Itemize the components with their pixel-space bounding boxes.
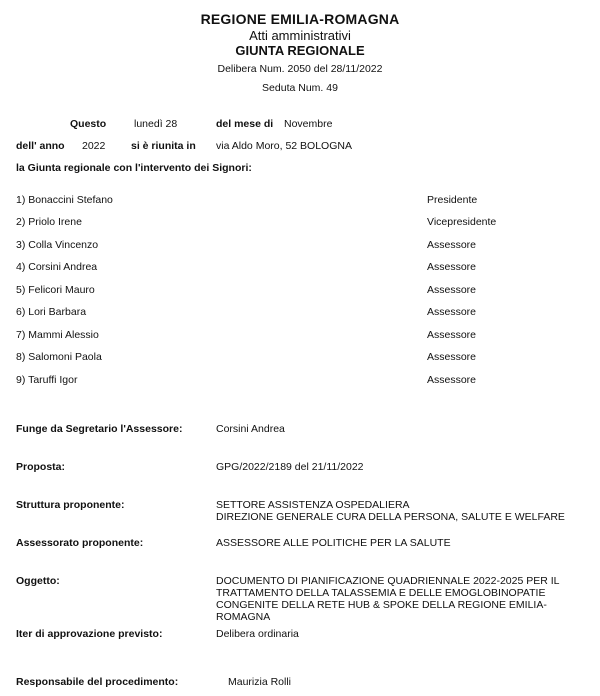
iter-label: Iter di approvazione previsto: [16, 628, 163, 640]
riunita-label: si è riunita in [131, 140, 196, 152]
responsabile-label: Responsabile del procedimento: [16, 676, 179, 688]
member-role: Vicepresidente [427, 216, 497, 228]
member-name: 3) Colla Vincenzo [16, 239, 99, 251]
meeting-day: lunedì 28 [134, 118, 178, 130]
member-role: Assessore [427, 329, 477, 341]
member-role: Assessore [427, 284, 477, 296]
member-role: Assessore [427, 351, 477, 363]
member-role: Assessore [427, 374, 477, 386]
member-role: Assessore [427, 261, 477, 273]
oggetto-value: DOCUMENTO DI PIANIFICAZIONE QUADRIENNALE 2022-2025 PER IL TRATTAMENTO DELLA TALASSEMIA E DELLE EMOGLOBINOPATIE CONGENITE DELLA RETE HUB & SPOKE DELLA REGIONE EMILIA-ROMAGNA [216, 575, 560, 623]
segretario-value: Corsini Andrea [216, 423, 285, 435]
member-role: Assessore [427, 306, 477, 318]
delibera-number: Delibera Num. 2050 del 28/11/2022 [217, 63, 383, 75]
segretario-label: Funge da Segretario l'Assessore: [16, 423, 183, 435]
assessorato-value: ASSESSORE ALLE POLITICHE PER LA SALUTE [216, 537, 451, 549]
member-name: 7) Mammi Alessio [16, 329, 99, 341]
member-role: Assessore [427, 239, 477, 251]
struttura-label: Struttura proponente: [16, 499, 125, 511]
oggetto-label: Oggetto: [16, 575, 60, 587]
member-name: 4) Corsini Andrea [16, 261, 98, 273]
member-name: 1) Bonaccini Stefano [16, 194, 113, 206]
intervento-label: la Giunta regionale con l'intervento dei Signori: [16, 162, 252, 174]
proposta-value: GPG/2022/2189 del 21/11/2022 [216, 461, 364, 473]
member-role: Presidente [427, 194, 478, 206]
member-name: 9) Taruffi Igor [16, 374, 78, 386]
assessorato-label: Assessorato proponente: [16, 537, 144, 549]
struttura-value-1: SETTORE ASSISTENZA OSPEDALIERA [216, 499, 410, 511]
atti-subtitle: Atti amministrativi [249, 28, 351, 43]
iter-value: Delibera ordinaria [216, 628, 299, 640]
member-name: 6) Lori Barbara [16, 306, 87, 318]
member-name: 8) Salomoni Paola [16, 351, 102, 363]
anno-label: dell' anno [16, 140, 65, 152]
meeting-month: Novembre [284, 118, 333, 130]
meeting-year: 2022 [82, 140, 106, 152]
proposta-label: Proposta: [16, 461, 66, 473]
giunta-title: GIUNTA REGIONALE [235, 43, 365, 58]
region-title: REGIONE EMILIA-ROMAGNA [200, 11, 400, 27]
responsabile-value: Maurizia Rolli [228, 676, 292, 688]
mese-label: del mese di [216, 118, 274, 130]
struttura-value-2: DIREZIONE GENERALE CURA DELLA PERSONA, SALUTE E WELFARE [216, 511, 565, 523]
seduta-number: Seduta Num. 49 [262, 82, 338, 94]
member-name: 5) Felicori Mauro [16, 284, 95, 296]
meeting-place: via Aldo Moro, 52 BOLOGNA [216, 140, 352, 152]
member-name: 2) Priolo Irene [16, 216, 82, 228]
questo-label: Questo [70, 118, 107, 130]
